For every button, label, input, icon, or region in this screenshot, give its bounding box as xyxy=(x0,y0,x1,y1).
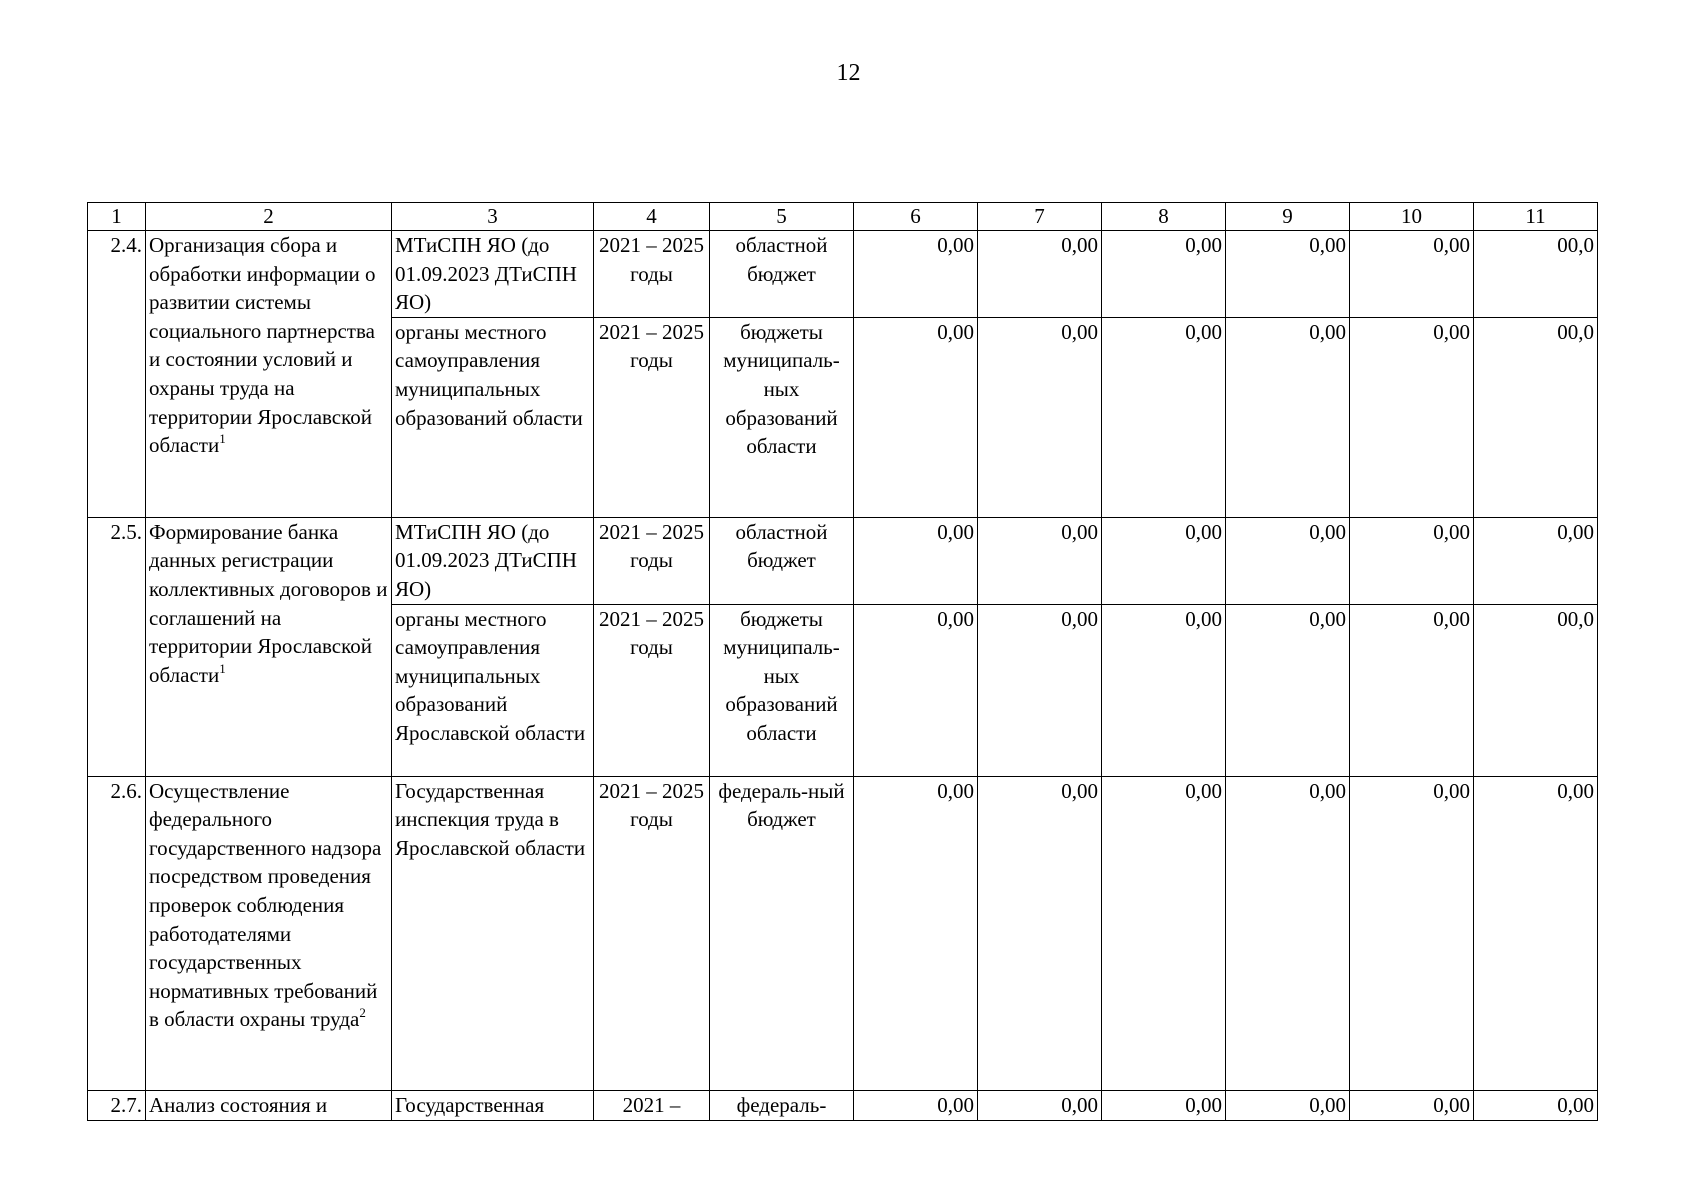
value-cell: 0,00 xyxy=(854,604,978,776)
funding-source-cell: федераль- xyxy=(710,1090,854,1120)
header-cell: 4 xyxy=(594,203,710,231)
row-number: 2.7. xyxy=(88,1090,146,1120)
header-cell: 5 xyxy=(710,203,854,231)
value-cell: 0,00 xyxy=(1226,604,1350,776)
activity-name: Осуществление федерального государственного надзора посредством проведения проверок соблюдения работодателями государственных нормативных требований в области охраны труда xyxy=(149,778,382,1032)
header-cell: 7 xyxy=(978,203,1102,231)
header-cell: 2 xyxy=(146,203,392,231)
value-cell: 0,00 xyxy=(1102,517,1226,604)
value-cell: 0,00 xyxy=(978,604,1102,776)
value-cell: 0,00 xyxy=(1350,1090,1474,1120)
value-cell: 0,00 xyxy=(1474,517,1598,604)
row-number: 2.5. xyxy=(88,517,146,776)
value-cell: 0,00 xyxy=(1226,231,1350,318)
funding-source-cell: областной бюджет xyxy=(710,231,854,318)
value-cell: 0,00 xyxy=(854,317,978,517)
activity-name-cell xyxy=(146,776,392,1090)
value-cell: 0,00 xyxy=(978,317,1102,517)
header-cell: 1 xyxy=(88,203,146,231)
value-cell: 0,00 xyxy=(1226,317,1350,517)
funding-source-cell: федераль-ный бюджет xyxy=(710,776,854,1090)
value-cell: 0,00 xyxy=(1350,517,1474,604)
value-cell: 0,00 xyxy=(978,1090,1102,1120)
value-cell: 0,00 xyxy=(1226,1090,1350,1120)
activity-name-cell xyxy=(146,231,392,518)
header-cell: 3 xyxy=(392,203,594,231)
executor-cell: МТиСПН ЯО (до 01.09.2023 ДТиСПН ЯО) xyxy=(392,517,594,604)
header-cell: 6 xyxy=(854,203,978,231)
period-cell: 2021 – xyxy=(594,1090,710,1120)
row-number: 2.6. xyxy=(88,776,146,1090)
executor-cell: Государственная xyxy=(392,1090,594,1120)
period-cell: 2021 – 2025 годы xyxy=(594,231,710,318)
value-cell: 0,00 xyxy=(854,517,978,604)
value-cell: 0,00 xyxy=(1350,317,1474,517)
executor-cell: МТиСПН ЯО (до 01.09.2023 ДТиСПН ЯО) xyxy=(392,231,594,318)
period-cell: 2021 – 2025 годы xyxy=(594,776,710,1090)
footnote-mark: 1 xyxy=(219,660,226,676)
value-cell: 0,00 xyxy=(854,231,978,318)
value-cell: 0,00 xyxy=(1226,776,1350,1090)
period-cell: 2021 – 2025 годы xyxy=(594,517,710,604)
value-cell: 0,00 xyxy=(978,231,1102,318)
header-row xyxy=(88,203,1598,231)
value-cell: 0,00 xyxy=(1350,776,1474,1090)
table-row xyxy=(88,776,1598,1090)
value-cell: 0,00 xyxy=(1102,604,1226,776)
executor-cell: органы местного самоуправления муниципальных образований Ярославской области xyxy=(392,604,594,776)
value-cell: 0,00 xyxy=(1226,517,1350,604)
footnote-mark: 2 xyxy=(359,1005,366,1021)
activity-name-cell xyxy=(146,517,392,776)
value-cell: 00,0 xyxy=(1474,231,1598,318)
value-cell: 0,00 xyxy=(1102,231,1226,318)
value-cell: 0,00 xyxy=(978,776,1102,1090)
value-cell: 00,0 xyxy=(1474,604,1598,776)
value-cell: 0,00 xyxy=(1474,1090,1598,1120)
value-cell: 0,00 xyxy=(1102,317,1226,517)
value-cell: 0,00 xyxy=(854,1090,978,1120)
value-cell: 00,0 xyxy=(1474,317,1598,517)
header-cell: 8 xyxy=(1102,203,1226,231)
executor-cell: органы местного самоуправления муниципальных образований области xyxy=(392,317,594,517)
table-row xyxy=(88,517,1598,604)
funding-source-cell: областной бюджет xyxy=(710,517,854,604)
executor-cell: Государственная инспекция труда в Ярославской области xyxy=(392,776,594,1090)
value-cell: 0,00 xyxy=(1102,776,1226,1090)
row-number: 2.4. xyxy=(88,231,146,518)
header-cell: 10 xyxy=(1350,203,1474,231)
table-row xyxy=(88,1090,1598,1120)
value-cell: 0,00 xyxy=(1350,231,1474,318)
footnote-mark: 1 xyxy=(219,431,226,447)
value-cell: 0,00 xyxy=(978,517,1102,604)
table-row xyxy=(88,231,1598,318)
period-cell: 2021 – 2025 годы xyxy=(594,604,710,776)
value-cell: 0,00 xyxy=(854,776,978,1090)
value-cell: 0,00 xyxy=(1102,1090,1226,1120)
header-cell: 9 xyxy=(1226,203,1350,231)
funding-source-cell: бюджеты муниципаль-ных образований области xyxy=(710,604,854,776)
header-cell: 11 xyxy=(1474,203,1598,231)
value-cell: 0,00 xyxy=(1350,604,1474,776)
activity-name: Формирование банка данных регистрации коллективных договоров и соглашений на территории Ярославской области xyxy=(149,519,388,687)
program-table xyxy=(87,202,1598,1121)
activity-name-cell: Анализ состояния и xyxy=(146,1090,392,1120)
period-cell: 2021 – 2025 годы xyxy=(594,317,710,517)
page-number: 12 xyxy=(836,60,861,86)
value-cell: 0,00 xyxy=(1474,776,1598,1090)
activity-name: Организация сбора и обработки информации о развитии системы социального партнерства и состоянии условий и охраны труда на территории Ярославской области xyxy=(149,233,376,458)
funding-source-cell: бюджеты муниципаль-ных образований области xyxy=(710,317,854,517)
